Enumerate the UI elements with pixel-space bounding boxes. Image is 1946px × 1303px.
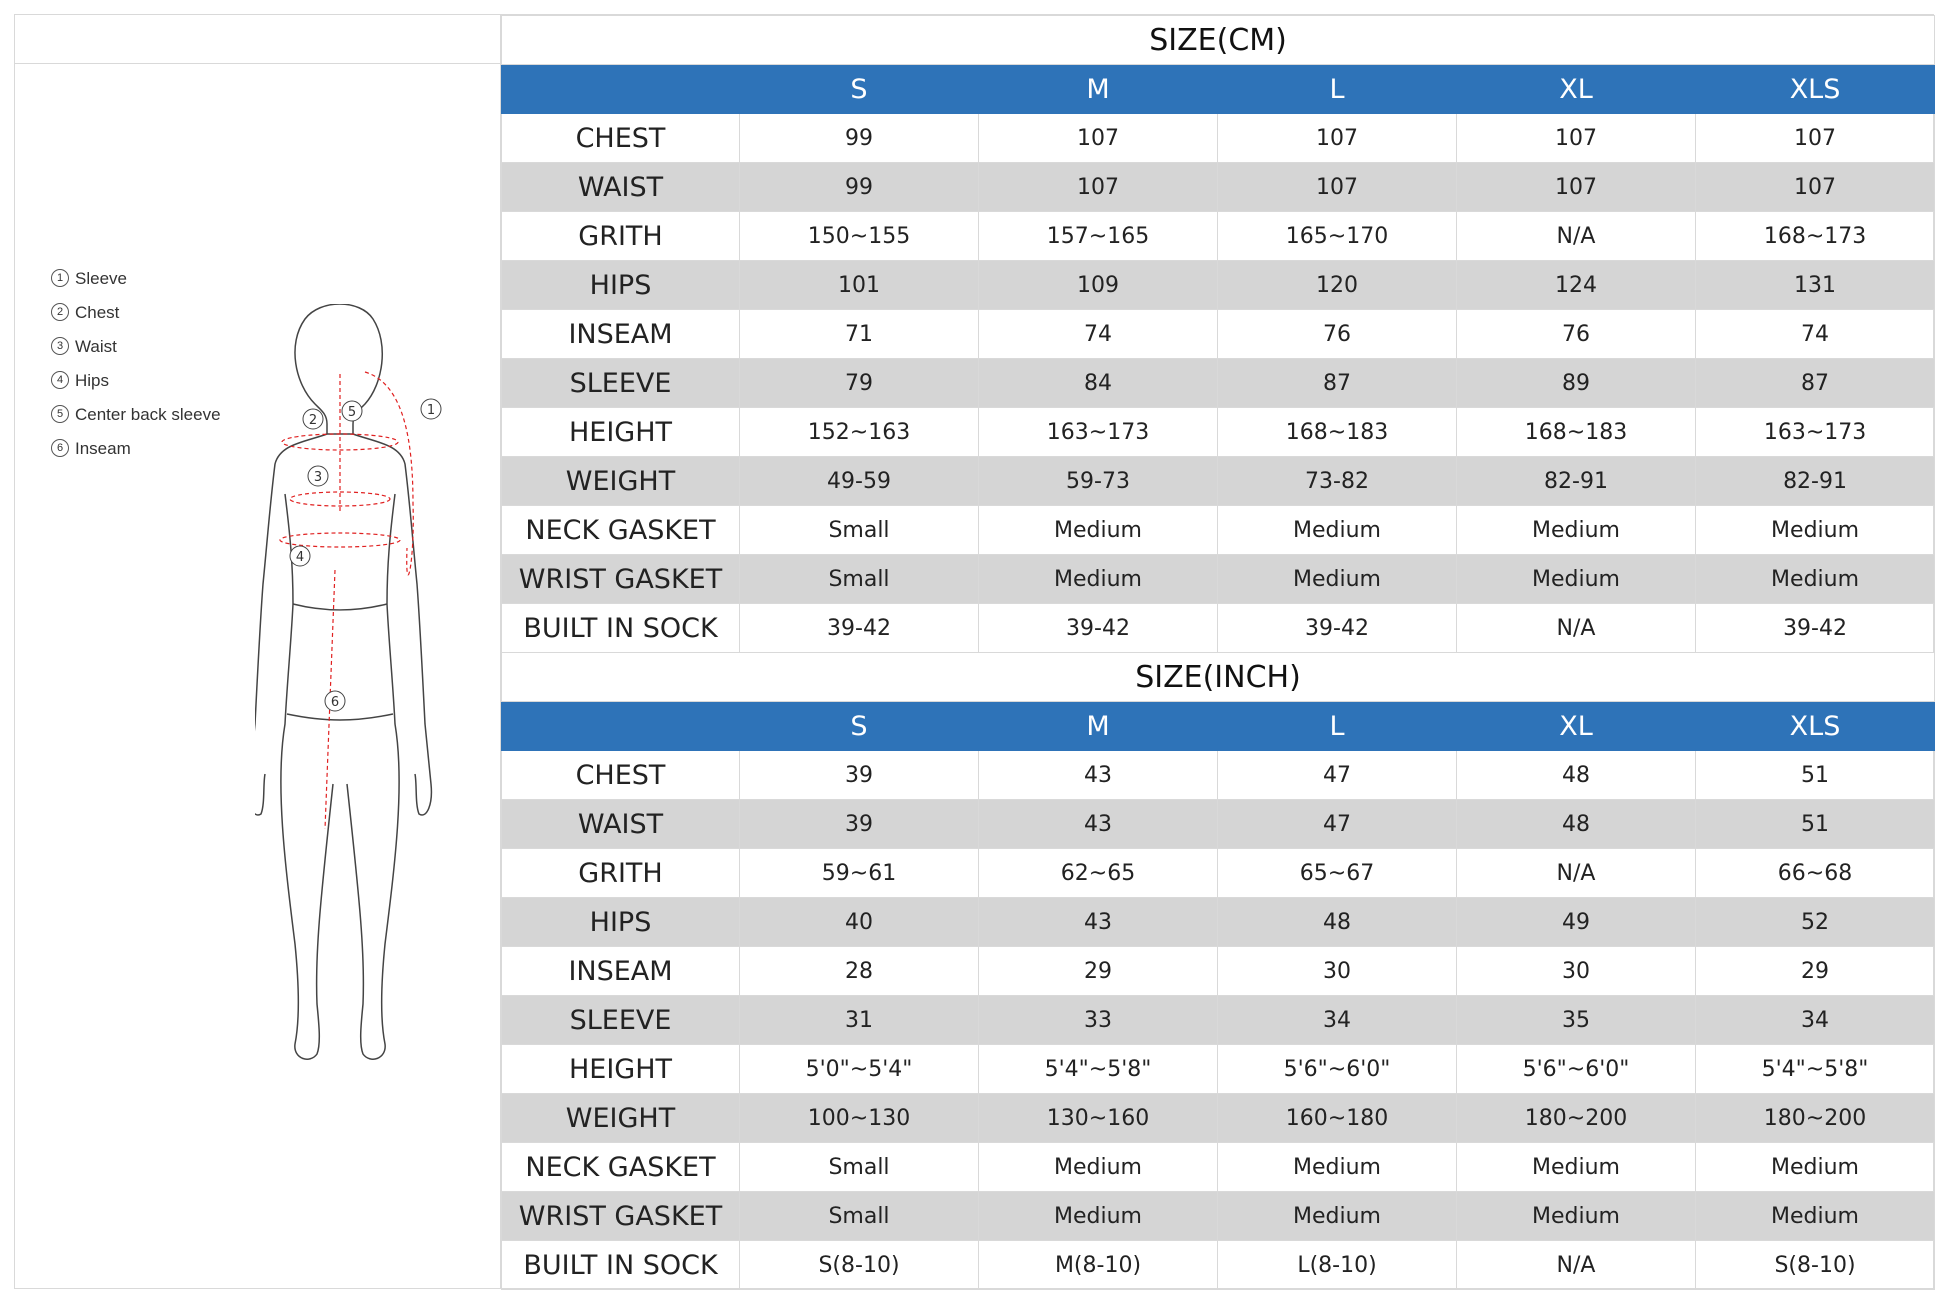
row-label: NECK GASKET xyxy=(502,506,740,555)
size-header-xl: XL xyxy=(1457,65,1696,114)
size-table-inch xyxy=(501,652,1935,1290)
table-row xyxy=(502,947,1935,996)
legend-number: 3 xyxy=(51,337,69,355)
table-row xyxy=(502,457,1935,506)
cell-value: 107 xyxy=(979,163,1218,212)
cell-value: 107 xyxy=(1457,163,1696,212)
cell-value: 150~155 xyxy=(740,212,979,261)
cell-value: 74 xyxy=(1696,310,1935,359)
legend-number: 5 xyxy=(51,405,69,423)
legend-item-sleeve xyxy=(51,262,221,296)
measurement-guide-panel xyxy=(15,64,501,1288)
cell-value: 76 xyxy=(1457,310,1696,359)
row-label: WAIST xyxy=(502,800,740,849)
row-label: BUILT IN SOCK xyxy=(502,1241,740,1290)
row-label: WAIST xyxy=(502,163,740,212)
cell-value: 5'4"~5'8" xyxy=(1696,1045,1935,1094)
cell-value: 89 xyxy=(1457,359,1696,408)
marker-waist: 3 xyxy=(313,470,323,485)
cell-value: Medium xyxy=(1696,506,1935,555)
left-leg-outline xyxy=(281,494,333,1059)
table-row xyxy=(502,555,1935,604)
cell-value: 51 xyxy=(1696,751,1935,800)
table-row xyxy=(502,310,1935,359)
cell-value: 43 xyxy=(979,898,1218,947)
table-row xyxy=(502,114,1935,163)
cell-value: 28 xyxy=(740,947,979,996)
cell-value: 43 xyxy=(979,751,1218,800)
cell-value: 107 xyxy=(1218,114,1457,163)
table-row xyxy=(502,849,1935,898)
legend-label: Inseam xyxy=(75,439,131,458)
cell-value: Medium xyxy=(979,1192,1218,1241)
cell-value: Medium xyxy=(1457,1192,1696,1241)
row-label: CHEST xyxy=(502,751,740,800)
row-label: CHEST xyxy=(502,114,740,163)
row-label: SLEEVE xyxy=(502,359,740,408)
cell-value: 33 xyxy=(979,996,1218,1045)
cell-value: 168~183 xyxy=(1457,408,1696,457)
cell-value: N/A xyxy=(1457,849,1696,898)
marker-center-back-sleeve: 5 xyxy=(347,405,357,420)
cell-value: 34 xyxy=(1218,996,1457,1045)
size-chart-frame xyxy=(14,14,1934,1289)
right-leg-outline xyxy=(347,494,399,1059)
table-row xyxy=(502,1094,1935,1143)
row-label: WRIST GASKET xyxy=(502,1192,740,1241)
row-label: HEIGHT xyxy=(502,1045,740,1094)
cell-value: 160~180 xyxy=(1218,1094,1457,1143)
right-arm-outline xyxy=(353,434,431,815)
legend-label: Center back sleeve xyxy=(75,405,221,424)
cell-value: 35 xyxy=(1457,996,1696,1045)
cell-value: 73-82 xyxy=(1218,457,1457,506)
cell-value: Medium xyxy=(1696,555,1935,604)
cell-value: Medium xyxy=(1218,555,1457,604)
cell-value: 48 xyxy=(1457,800,1696,849)
cell-value: Medium xyxy=(979,555,1218,604)
cell-value: 100~130 xyxy=(740,1094,979,1143)
cell-value: 5'6"~6'0" xyxy=(1457,1045,1696,1094)
cell-value: 120 xyxy=(1218,261,1457,310)
cell-value: 65~67 xyxy=(1218,849,1457,898)
cell-value: 152~163 xyxy=(740,408,979,457)
size-header-m: M xyxy=(979,702,1218,751)
legend-item-waist xyxy=(51,330,221,364)
cell-value: 5'0"~5'4" xyxy=(740,1045,979,1094)
cell-value: 107 xyxy=(1696,163,1935,212)
size-header-row xyxy=(502,65,1935,114)
cell-value: 180~200 xyxy=(1696,1094,1935,1143)
cell-value: 107 xyxy=(1457,114,1696,163)
table-row xyxy=(502,408,1935,457)
table-row xyxy=(502,996,1935,1045)
cell-value: 31 xyxy=(740,996,979,1045)
cell-value: L(8-10) xyxy=(1218,1241,1457,1290)
row-label: WEIGHT xyxy=(502,457,740,506)
cell-value: 109 xyxy=(979,261,1218,310)
table-row xyxy=(502,212,1935,261)
marker-chest: 2 xyxy=(308,413,318,428)
legend-item-center-back-sleeve xyxy=(51,398,221,432)
cell-value: Medium xyxy=(1457,555,1696,604)
cell-value: 5'4"~5'8" xyxy=(979,1045,1218,1094)
table-title-inch: SIZE(INCH) xyxy=(502,653,1935,702)
cell-value: 131 xyxy=(1696,261,1935,310)
cell-value: 168~183 xyxy=(1218,408,1457,457)
row-label: WRIST GASKET xyxy=(502,555,740,604)
cell-value: 40 xyxy=(740,898,979,947)
table-row xyxy=(502,506,1935,555)
cell-value: 79 xyxy=(740,359,979,408)
cell-value: 51 xyxy=(1696,800,1935,849)
cell-value: Medium xyxy=(979,1143,1218,1192)
legend-label: Chest xyxy=(75,303,120,322)
cell-value: 48 xyxy=(1218,898,1457,947)
header-blank-cell xyxy=(502,65,740,114)
cell-value: 66~68 xyxy=(1696,849,1935,898)
table-row xyxy=(502,800,1935,849)
cell-value: Medium xyxy=(1696,1143,1935,1192)
row-label: HIPS xyxy=(502,261,740,310)
cell-value: 99 xyxy=(740,114,979,163)
row-label: NECK GASKET xyxy=(502,1143,740,1192)
table-row xyxy=(502,898,1935,947)
size-header-l: L xyxy=(1218,702,1457,751)
cell-value: S(8-10) xyxy=(1696,1241,1935,1290)
cell-value: N/A xyxy=(1457,212,1696,261)
cell-value: 107 xyxy=(1696,114,1935,163)
legend-number: 6 xyxy=(51,439,69,457)
row-label: INSEAM xyxy=(502,947,740,996)
cell-value: 43 xyxy=(979,800,1218,849)
cell-value: 74 xyxy=(979,310,1218,359)
size-header-xl: XL xyxy=(1457,702,1696,751)
row-label: WEIGHT xyxy=(502,1094,740,1143)
table-row xyxy=(502,1143,1935,1192)
size-header-xls: XLS xyxy=(1696,702,1935,751)
cell-value: 39 xyxy=(740,800,979,849)
cell-value: Medium xyxy=(1218,1143,1457,1192)
cell-value: Medium xyxy=(1218,1192,1457,1241)
legend-label: Hips xyxy=(75,371,110,390)
cell-value: 163~173 xyxy=(979,408,1218,457)
legend-item-chest xyxy=(51,296,221,330)
cell-value: 39-42 xyxy=(1696,604,1935,653)
cell-value: 47 xyxy=(1218,751,1457,800)
left-header-cell xyxy=(15,15,501,64)
cell-value: 82-91 xyxy=(1457,457,1696,506)
row-label: HEIGHT xyxy=(502,408,740,457)
cell-value: 39-42 xyxy=(740,604,979,653)
marker-hips: 4 xyxy=(295,550,305,565)
cell-value: 165~170 xyxy=(1218,212,1457,261)
size-header-l: L xyxy=(1218,65,1457,114)
cell-value: 180~200 xyxy=(1457,1094,1696,1143)
table-title-row xyxy=(502,653,1935,702)
cell-value: Medium xyxy=(1457,506,1696,555)
table-title-row xyxy=(502,16,1935,65)
size-header-row xyxy=(502,702,1935,751)
cell-value: 76 xyxy=(1218,310,1457,359)
cell-value: 59~61 xyxy=(740,849,979,898)
cell-value: 48 xyxy=(1457,751,1696,800)
legend-label: Sleeve xyxy=(75,269,127,288)
measurement-legend xyxy=(51,262,221,466)
cell-value: Small xyxy=(740,555,979,604)
row-label: BUILT IN SOCK xyxy=(502,604,740,653)
cell-value: N/A xyxy=(1457,1241,1696,1290)
cell-value: Medium xyxy=(979,506,1218,555)
cell-value: Medium xyxy=(1218,506,1457,555)
cell-value: S(8-10) xyxy=(740,1241,979,1290)
cell-value: 30 xyxy=(1218,947,1457,996)
table-row xyxy=(502,163,1935,212)
legend-item-hips xyxy=(51,364,221,398)
cell-value: 107 xyxy=(979,114,1218,163)
cell-value: 39-42 xyxy=(979,604,1218,653)
cell-value: 99 xyxy=(740,163,979,212)
size-header-xls: XLS xyxy=(1696,65,1935,114)
cell-value: 87 xyxy=(1696,359,1935,408)
cell-value: 39 xyxy=(740,751,979,800)
cell-value: 49-59 xyxy=(740,457,979,506)
cell-value: M(8-10) xyxy=(979,1241,1218,1290)
marker-inseam: 6 xyxy=(330,695,340,710)
table-row xyxy=(502,1192,1935,1241)
legend-number: 1 xyxy=(51,269,69,287)
table-title-cm: SIZE(CM) xyxy=(502,16,1935,65)
row-label: GRITH xyxy=(502,849,740,898)
table-row xyxy=(502,1045,1935,1094)
cell-value: 47 xyxy=(1218,800,1457,849)
header-blank-cell xyxy=(502,702,740,751)
table-row xyxy=(502,359,1935,408)
cell-value: 87 xyxy=(1218,359,1457,408)
cell-value: Small xyxy=(740,1143,979,1192)
cell-value: Medium xyxy=(1696,1192,1935,1241)
cell-value: 82-91 xyxy=(1696,457,1935,506)
table-row xyxy=(502,1241,1935,1290)
legend-item-inseam xyxy=(51,432,221,466)
cell-value: Medium xyxy=(1457,1143,1696,1192)
cell-value: 84 xyxy=(979,359,1218,408)
cell-value: 29 xyxy=(979,947,1218,996)
hips-measure-line xyxy=(280,533,400,547)
cell-value: 5'6"~6'0" xyxy=(1218,1045,1457,1094)
cell-value: 163~173 xyxy=(1696,408,1935,457)
cell-value: 124 xyxy=(1457,261,1696,310)
cell-value: 130~160 xyxy=(979,1094,1218,1143)
row-label: INSEAM xyxy=(502,310,740,359)
legend-number: 4 xyxy=(51,371,69,389)
cell-value: 52 xyxy=(1696,898,1935,947)
legend-label: Waist xyxy=(75,337,117,356)
size-header-s: S xyxy=(740,65,979,114)
cell-value: 101 xyxy=(740,261,979,310)
cell-value: Small xyxy=(740,506,979,555)
hipline-outline xyxy=(287,714,393,720)
marker-sleeve: 1 xyxy=(426,403,436,418)
size-header-s: S xyxy=(740,702,979,751)
left-arm-outline xyxy=(255,434,327,815)
row-label: SLEEVE xyxy=(502,996,740,1045)
cell-value: 29 xyxy=(1696,947,1935,996)
row-label: GRITH xyxy=(502,212,740,261)
waistline-outline xyxy=(293,604,387,610)
cell-value: 62~65 xyxy=(979,849,1218,898)
cell-value: 34 xyxy=(1696,996,1935,1045)
cell-value: 49 xyxy=(1457,898,1696,947)
cell-value: Small xyxy=(740,1192,979,1241)
cell-value: 107 xyxy=(1218,163,1457,212)
cell-value: 71 xyxy=(740,310,979,359)
cell-value: 39-42 xyxy=(1218,604,1457,653)
legend-number: 2 xyxy=(51,303,69,321)
row-label: HIPS xyxy=(502,898,740,947)
table-row xyxy=(502,751,1935,800)
size-header-m: M xyxy=(979,65,1218,114)
body-measurement-figure xyxy=(255,304,495,1064)
cell-value: 30 xyxy=(1457,947,1696,996)
table-row xyxy=(502,604,1935,653)
table-row xyxy=(502,261,1935,310)
cell-value: N/A xyxy=(1457,604,1696,653)
cell-value: 168~173 xyxy=(1696,212,1935,261)
cell-value: 157~165 xyxy=(979,212,1218,261)
size-table-cm xyxy=(501,15,1935,653)
cell-value: 59-73 xyxy=(979,457,1218,506)
